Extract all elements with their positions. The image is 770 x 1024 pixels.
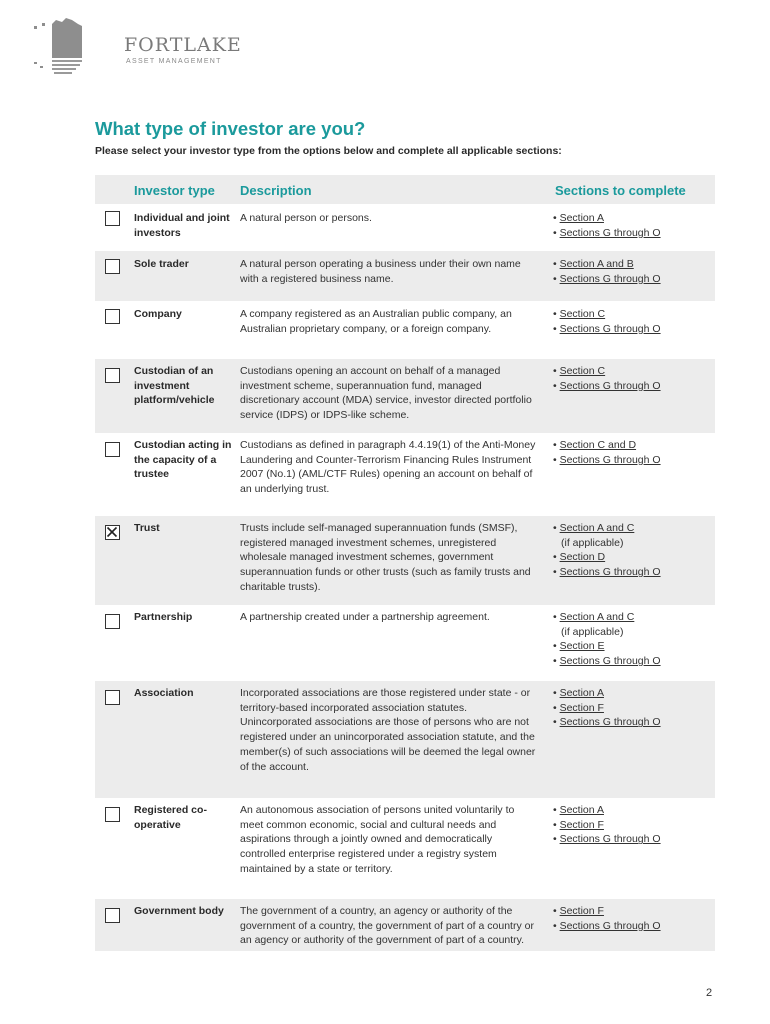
table-row <box>95 516 715 605</box>
investor-description: A partnership created under a partnership agreement. <box>240 611 490 623</box>
section-note: (if applicable) <box>561 536 624 549</box>
section-link[interactable]: • Sections G through O <box>553 272 661 285</box>
table-row <box>95 681 715 798</box>
section-link[interactable]: • Section F <box>553 818 604 831</box>
table-row <box>95 251 715 301</box>
brand-name: FORTLAKE <box>124 34 242 56</box>
section-link[interactable]: • Section A and B <box>553 258 634 270</box>
checkbox-government-body[interactable] <box>105 908 120 923</box>
section-link[interactable]: • Section E <box>553 640 605 653</box>
section-link[interactable]: • Sections G through O <box>553 453 661 466</box>
investor-description: Incorporated associations are those registered under state - or territory-based incorporated association statutes. Unincorporated associations are those of persons who are not registered under an unincorporated association statute, and the member(s) of such associations will be deemed the legal owner of the account. <box>240 687 536 773</box>
section-link[interactable]: • Sections G through O <box>553 566 661 579</box>
investor-type-table <box>95 175 715 951</box>
investor-description: Custodians as defined in paragraph 4.4.19(1) of the Anti-Money Laundering and Counter-Terrorism Financing Rules Instrument 2007 (No.1) (AML/CTF Rules) opening an account on behalf of an underlying trust. <box>240 439 536 496</box>
section-note: (if applicable) <box>561 625 624 638</box>
sections-list <box>553 610 713 669</box>
checkbox-registered-co-operative[interactable] <box>105 807 120 822</box>
table-row <box>95 899 715 951</box>
investor-type-label: Sole trader <box>134 258 189 270</box>
sections-list <box>553 803 713 847</box>
sections-list <box>553 438 713 467</box>
table-row <box>95 204 715 251</box>
table-row <box>95 605 715 681</box>
section-link[interactable]: • Section C <box>553 365 606 377</box>
section-link[interactable]: • Sections G through O <box>553 716 661 729</box>
section-link[interactable]: • Sections G through O <box>553 379 661 392</box>
investor-type-label: Registered co-operative <box>134 804 207 831</box>
section-link[interactable]: • Section C and D <box>553 439 637 451</box>
sections-list <box>553 521 713 580</box>
checkmark-x-icon <box>106 526 118 538</box>
section-link[interactable]: • Section F <box>553 701 604 714</box>
sections-list <box>553 686 713 730</box>
sections-list <box>553 904 713 933</box>
investor-type-label: Trust <box>134 522 160 534</box>
section-link[interactable]: • Section A and C <box>553 611 635 623</box>
section-link[interactable]: • Section A <box>553 804 604 816</box>
table-row <box>95 798 715 899</box>
investor-description: Trusts include self-managed superannuation funds (SMSF), registered managed investment schemes, unregistered wholesale managed investment schemes, government superannuation funds or other trusts (such as family trusts and charitable trusts). <box>240 522 531 593</box>
sections-list <box>553 257 713 286</box>
header-investor-type: Investor type <box>134 183 215 198</box>
section-link[interactable]: • Sections G through O <box>553 919 661 932</box>
header-sections: Sections to complete <box>555 183 686 198</box>
investor-type-label: Partnership <box>134 611 193 623</box>
investor-description: A natural person operating a business under their own name with a registered business name. <box>240 258 521 285</box>
section-link[interactable]: • Section D <box>553 551 606 564</box>
table-body <box>95 204 715 951</box>
section-link[interactable]: • Sections G through O <box>553 322 661 335</box>
investor-type-label: Association <box>134 687 194 699</box>
section-link[interactable]: • Section A <box>553 212 604 224</box>
investor-description: Custodians opening an account on behalf of a managed investment scheme, superannuation fund, managed discretionary account (MDA) service, investor directed portfolio service (IDPS) or IDPS-like scheme. <box>240 365 532 422</box>
sections-list <box>553 307 713 336</box>
section-link[interactable]: • Sections G through O <box>553 226 661 239</box>
table-row <box>95 433 715 516</box>
investor-type-label: Government body <box>134 905 224 917</box>
sections-list <box>553 364 713 393</box>
section-link[interactable]: • Section A <box>553 687 604 699</box>
fortlake-logo-icon <box>30 18 92 76</box>
section-link[interactable]: • Sections G through O <box>553 655 661 668</box>
checkbox-individual-and-joint-investors[interactable] <box>105 211 120 226</box>
section-link[interactable]: • Section F <box>553 905 604 917</box>
checkbox-association[interactable] <box>105 690 120 705</box>
investor-description: An autonomous association of persons united voluntarily to meet common economic, social and cultural needs and aspirations through a jointly owned and democratically controlled enterprise registered under a registry system maintained by a state or territory. <box>240 804 515 875</box>
table-header <box>95 175 715 204</box>
section-link[interactable]: • Section C <box>553 308 606 320</box>
investor-type-label: Company <box>134 308 182 320</box>
investor-type-label: Individual and joint investors <box>134 212 230 239</box>
fortlake-logo <box>30 18 242 76</box>
investor-description: The government of a country, an agency or authority of the government of a country, the government of part of a country or an agency or authority of the government of part of a country. <box>240 905 534 947</box>
checkbox-custodian-of-an-investment-platform-vehicle[interactable] <box>105 368 120 383</box>
checkbox-company[interactable] <box>105 309 120 324</box>
section-link[interactable]: • Sections G through O <box>553 833 661 846</box>
investor-type-label: Custodian of an investment platform/vehicle <box>134 365 215 407</box>
checkbox-sole-trader[interactable] <box>105 259 120 274</box>
investor-description: A natural person or persons. <box>240 212 372 224</box>
sections-list <box>553 211 713 240</box>
checkbox-custodian-acting-in-the-capacity-of-a-trustee[interactable] <box>105 442 120 457</box>
page-title: What type of investor are you? <box>95 118 366 139</box>
table-row <box>95 301 715 359</box>
checkbox-trust[interactable] <box>105 525 120 540</box>
section-link[interactable]: • Section A and C <box>553 522 635 534</box>
checkbox-partnership[interactable] <box>105 614 120 629</box>
page-number: 2 <box>706 987 713 999</box>
brand-tagline: ASSET MANAGEMENT <box>126 58 222 65</box>
table-row <box>95 359 715 433</box>
instructions: Please select your investor type from the options below and complete all applicable sections: <box>95 145 562 157</box>
investor-description: A company registered as an Australian public company, an Australian proprietary company, or a foreign company. <box>240 308 512 335</box>
investor-type-label: Custodian acting in the capacity of a trustee <box>134 439 232 481</box>
header-description: Description <box>240 183 312 198</box>
